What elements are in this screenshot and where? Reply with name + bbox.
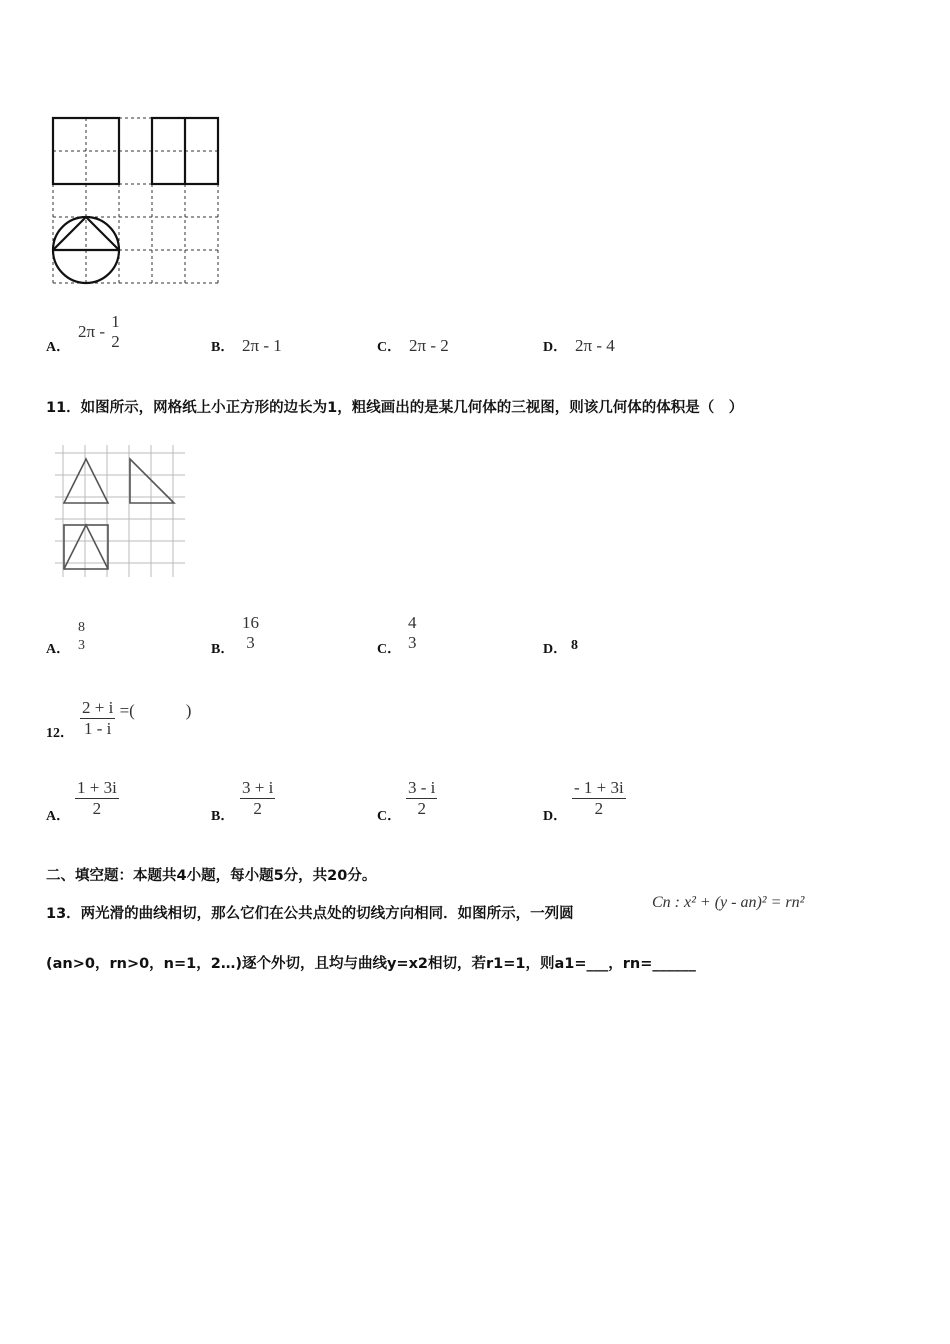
q12-option-d-den: 2 xyxy=(594,799,604,818)
q12-option-d-num: - 1 + 3i xyxy=(574,778,624,797)
q12-option-d-value xyxy=(572,778,626,819)
q11-option-b-value xyxy=(240,613,261,653)
q13-line-1: 13．两光滑的曲线相切，那么它们在公共点处的切线方向相同．如图所示，一列圆 xyxy=(46,906,574,922)
q10-option-b-label: B． xyxy=(211,340,235,355)
q12-expression xyxy=(80,696,191,739)
q11-option-a-value xyxy=(76,619,87,655)
q12-option-b-den: 2 xyxy=(253,799,262,818)
q10-option-a-label: A． xyxy=(46,340,71,355)
q10-option-d-label: D． xyxy=(543,340,568,355)
q11-option-c-den: 3 xyxy=(408,633,417,652)
q11-option-a-den: 3 xyxy=(78,638,85,653)
q12-expr-den: 1 - i xyxy=(83,718,112,738)
q12-option-c-den: 2 xyxy=(417,799,426,818)
q11-option-b-num: 16 xyxy=(242,613,259,632)
q12-option-a-label: A． xyxy=(46,809,71,824)
section-heading-fill-in: 二、填空题：本题共4小题，每小题5分，共20分。 xyxy=(46,868,377,884)
q12-expr-num: 2 + i xyxy=(82,697,114,717)
q11-option-a-label: A． xyxy=(46,642,71,657)
q11-option-b-label: B． xyxy=(211,642,235,657)
q11-option-c-num: 4 xyxy=(408,613,417,632)
q12-option-b-num: 3 + i xyxy=(242,778,274,797)
q11-option-a-num: 8 xyxy=(78,620,85,635)
q10-option-a-value xyxy=(78,312,122,352)
q12-option-b-label: B． xyxy=(211,809,235,824)
q10-option-a-den: 2 xyxy=(111,332,120,351)
q11-stem: 11．如图所示，网格纸上小正方形的边长为1，粗线画出的是某几何体的三视图，则该几何体的体积是（ ） xyxy=(46,400,744,416)
q13-line-2: (an>0，rn>0，n=1，2…)逐个外切，且均与曲线y=x2相切，若r1=1，则a1=___，rn=______ xyxy=(46,956,696,972)
q10-option-d-value: 2π - 4 xyxy=(575,336,615,355)
q11-option-d-value: 8 xyxy=(571,638,578,653)
q10-option-a-num: 1 xyxy=(111,312,120,331)
q12-option-a-den: 2 xyxy=(92,799,102,818)
q12-option-b-value xyxy=(240,778,275,819)
q11-option-b-den: 3 xyxy=(246,633,255,652)
q12-option-a-num: 1 + 3i xyxy=(77,778,117,797)
q11-option-c-label: C． xyxy=(377,642,402,657)
q10-option-c-value: 2π - 2 xyxy=(409,336,449,355)
q12-option-c-label: C． xyxy=(377,809,402,824)
q12-expr-tail: =( ) xyxy=(119,701,192,720)
q13-circle-formula: Cn : x² + (y - an)² = rn² xyxy=(652,894,805,911)
q10-option-a-whole: 2π - xyxy=(78,322,110,341)
q12-number: 12． xyxy=(46,726,74,741)
q12-option-c-num: 3 - i xyxy=(408,778,436,797)
three-view-figure-q10 xyxy=(50,117,220,287)
q12-option-d-label: D． xyxy=(543,809,568,824)
q12-option-c-value xyxy=(406,778,437,819)
q10-option-c-label: C． xyxy=(377,340,402,355)
q11-option-c-value xyxy=(406,613,419,653)
q10-option-b-value: 2π - 1 xyxy=(242,336,282,355)
q11-option-d-label: D． xyxy=(543,642,568,657)
three-view-figure-q11 xyxy=(55,445,190,580)
q12-option-a-value xyxy=(75,778,119,819)
